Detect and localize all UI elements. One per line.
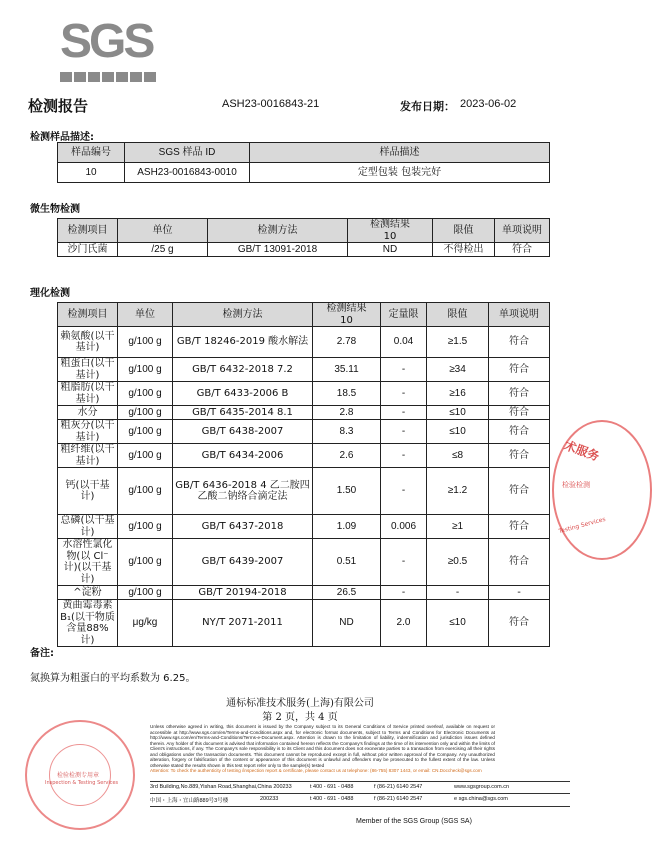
postcode-cn: 200233 (260, 796, 279, 802)
test-item: 赖氨酸(以干基计) (58, 327, 118, 358)
company-seal (25, 720, 135, 830)
test-method: GB/T 6437-2018 (173, 515, 313, 539)
sample-number: 10 (58, 163, 125, 183)
address-en: 3rd Building,No.889,Yishan Road,Shanghai,China 200233 (150, 784, 292, 790)
table-row (58, 539, 550, 586)
legal-disclaimer (150, 724, 495, 774)
test-loq: 2.0 (381, 600, 427, 647)
disclaimer-text: Unless otherwise agreed in writing, this document is issued by the Company subject to its General Conditions of Service printed overleaf, available on request or accessible at http://www.sgs.com/en/Terms-and-Conditions.aspx and, for electronic format documents, subject to Terms and Conditions for Electronic Documents at http://www.sgs.com/en/Terms-and-Conditions/Terms-e-Document.aspx. Attention is drawn to the limitation of liability, indemnification and jurisdiction issues defined therein. Any holder of this document is advised that information contained hereon reflects the Company's findings at the time of its intervention only and within the limits of Client's instructions, if any. The Company's sole responsibility is to its Client and this document does not exonerate parties to a transaction from exercising all their rights and obligations under the transaction documents. This document cannot be reproduced except in full, without prior written approval of the Company. Any unauthorized alteration, forgery or falsification of the content or appearance of this document is unlawful and offenders may be prosecuted to the fullest extent of the law. Unless otherwise stated the results shown in this test report refer only to the sample(s) tested (150, 724, 495, 768)
test-loq: - (381, 539, 427, 586)
test-loq: - (381, 586, 427, 600)
test-unit: /25 g (118, 243, 208, 257)
table-row (58, 600, 550, 647)
sample-section-title: 检测样品描述: (30, 132, 94, 143)
test-result: 2.78 (313, 327, 381, 358)
sample-table-header (58, 143, 550, 163)
result-header-sample: 10 (340, 314, 353, 326)
header-cell: 单项说明 (495, 219, 550, 243)
test-item: 粗脂肪(以干基计) (58, 382, 118, 406)
test-verdict: 符合 (489, 444, 550, 468)
test-loq: - (381, 444, 427, 468)
address-cn: 中国・上海・宜山路889号3号楼 (150, 798, 229, 804)
header-cell: 样品编号 (58, 143, 125, 163)
sample-table (57, 142, 550, 183)
table-row (58, 444, 550, 468)
test-result: 8.3 (313, 420, 381, 444)
test-limit: ≥0.5 (427, 539, 489, 586)
report-number: ASH23-0016843-21 (222, 98, 320, 110)
micro-table-header (58, 219, 550, 243)
table-row (58, 163, 550, 183)
sgs-logo (60, 16, 170, 74)
test-limit: ≥16 (427, 382, 489, 406)
header-cell: 样品描述 (250, 143, 550, 163)
test-verdict: 符合 (489, 420, 550, 444)
header-cell: 单位 (118, 303, 173, 327)
test-result: 35.11 (313, 358, 381, 382)
test-limit: ≥1.5 (427, 327, 489, 358)
test-verdict: 符合 (489, 515, 550, 539)
chem-table-header (58, 303, 550, 327)
test-method: GB/T 6439-2007 (173, 539, 313, 586)
test-method: GB/T 13091-2018 (208, 243, 348, 257)
phone-en: t 400 - 691 - 0488 (310, 784, 354, 790)
micro-section-title: 微生物检测 (30, 204, 80, 215)
test-verdict: 符合 (489, 468, 550, 515)
test-unit: g/100 g (118, 358, 173, 382)
test-verdict: - (489, 586, 550, 600)
test-result: 1.50 (313, 468, 381, 515)
table-row (58, 358, 550, 382)
notes-title: 备注: (30, 648, 54, 659)
result-header-label: 检测结果 (370, 219, 410, 230)
test-method: GB/T 18246-2019 酸水解法 (173, 327, 313, 358)
test-unit: g/100 g (118, 420, 173, 444)
table-row (58, 382, 550, 406)
test-limit: 不得检出 (433, 243, 495, 257)
test-unit: g/100 g (118, 515, 173, 539)
email: e sgs.china@sgs.com (454, 796, 508, 802)
test-item: 粗纤维(以干基计) (58, 444, 118, 468)
table-row (58, 468, 550, 515)
test-unit: μg/kg (118, 600, 173, 647)
test-unit: g/100 g (118, 327, 173, 358)
test-verdict: 符合 (489, 600, 550, 647)
fax-en: f (86-21) 6140 2547 (374, 784, 423, 790)
header-cell: 单项说明 (489, 303, 550, 327)
page-indicator: 第 2 页，共 4 页 (262, 712, 338, 723)
test-limit: - (427, 586, 489, 600)
test-method: GB/T 20194-2018 (173, 586, 313, 600)
test-unit: g/100 g (118, 382, 173, 406)
notes-text: 氮换算为粗蛋白的平均系数为 6.25。 (30, 673, 196, 684)
header-cell: 定量限 (381, 303, 427, 327)
test-result: ND (313, 600, 381, 647)
table-row (58, 420, 550, 444)
side-seal-label-cn: 术服务 (562, 438, 602, 464)
test-result: 18.5 (313, 382, 381, 406)
authenticity-notice: Attention: To check the authenticity of testing /inspection report & certificate, please contact us at telephone: (86-755) 8307 1443, or email: CN.Doccheck@sgs.com (150, 768, 482, 773)
seal-label-cn: 检验检测专用章 (57, 772, 100, 779)
test-verdict: 符合 (489, 382, 550, 406)
table-row (58, 515, 550, 539)
test-method: GB/T 6434-2006 (173, 444, 313, 468)
sgs-group-member: Member of the SGS Group (SGS SA) (356, 818, 472, 825)
test-method: GB/T 6432-2018 7.2 (173, 358, 313, 382)
test-loq: - (381, 420, 427, 444)
result-header-sample: 10 (383, 230, 397, 242)
test-item: 水溶性氯化物(以 Cl⁻计)(以干基计) (58, 539, 118, 586)
test-verdict: 符合 (489, 327, 550, 358)
header-cell: 检测方法 (208, 219, 348, 243)
test-item: 沙门氏菌 (58, 243, 118, 257)
seal-label-en: Inspection & Testing Services (45, 780, 119, 786)
test-limit: ≥34 (427, 358, 489, 382)
logo-stripes (60, 72, 156, 82)
issue-date-label: 发布日期： (400, 100, 455, 113)
test-unit: g/100 g (118, 444, 173, 468)
side-seal-label-cn2: 检验检测 (562, 481, 590, 489)
test-limit: ≥1 (427, 515, 489, 539)
test-loq: - (381, 382, 427, 406)
header-cell: SGS 样品 ID (125, 143, 250, 163)
test-loq: - (381, 358, 427, 382)
test-limit: ≤10 (427, 406, 489, 420)
test-loq: 0.006 (381, 515, 427, 539)
sample-id: ASH23-0016843-0010 (125, 163, 250, 183)
test-item: 黄曲霉毒素B₁(以干物质含量88%计) (58, 600, 118, 647)
footer-divider (150, 781, 570, 782)
test-method: GB/T 6433-2006 B (173, 382, 313, 406)
contact-row-cn (150, 796, 570, 804)
test-unit: g/100 g (118, 468, 173, 515)
phone-cn: t 400 - 691 - 0488 (310, 796, 354, 802)
table-row (58, 586, 550, 600)
test-result: ND (348, 243, 433, 257)
test-unit: g/100 g (118, 539, 173, 586)
fax-cn: f (86-21) 6140 2547 (374, 796, 423, 802)
test-unit: g/100 g (118, 406, 173, 420)
side-seal (552, 420, 652, 560)
chem-section-title: 理化检测 (30, 288, 70, 299)
test-limit: ≤10 (427, 600, 489, 647)
test-item: ^淀粉 (58, 586, 118, 600)
header-cell: 限值 (433, 219, 495, 243)
test-limit: ≤10 (427, 420, 489, 444)
sample-description: 定型包装 包装完好 (250, 163, 550, 183)
contact-row-en (150, 784, 570, 792)
test-unit: g/100 g (118, 586, 173, 600)
report-title: 检测报告 (28, 97, 89, 115)
header-cell: 检测项目 (58, 303, 118, 327)
sgs-logo-text: SGS (60, 15, 153, 68)
test-item: 钙(以干基计) (58, 468, 118, 515)
test-loq: 0.04 (381, 327, 427, 358)
test-result: 26.5 (313, 586, 381, 600)
test-limit: ≤8 (427, 444, 489, 468)
test-verdict: 符合 (489, 406, 550, 420)
header-cell: 限值 (427, 303, 489, 327)
result-header-label: 检测结果 (326, 303, 367, 314)
header-cell: 检测方法 (173, 303, 313, 327)
test-loq: - (381, 406, 427, 420)
test-verdict: 符合 (489, 539, 550, 586)
issue-date: 2023-06-02 (460, 98, 517, 110)
test-result: 2.6 (313, 444, 381, 468)
test-result: 0.51 (313, 539, 381, 586)
footer-company: 通标标准技术服务(上海)有限公司 (226, 698, 374, 709)
footer-divider (150, 806, 570, 807)
test-method: GB/T 6436-2018 4 乙二胺四乙酸二钠络合滴定法 (173, 468, 313, 515)
test-result: 2.8 (313, 406, 381, 420)
table-row (58, 406, 550, 420)
test-method: GB/T 6438-2007 (173, 420, 313, 444)
header-cell: 检测项目 (58, 219, 118, 243)
test-loq: - (381, 468, 427, 515)
test-verdict: 符合 (495, 243, 550, 257)
test-item: 粗蛋白(以干基计) (58, 358, 118, 382)
website: www.sgsgroup.com.cn (454, 784, 510, 790)
test-result: 1.09 (313, 515, 381, 539)
chem-table (57, 302, 550, 647)
footer-divider (150, 793, 570, 794)
table-row (58, 327, 550, 358)
result-header-cell (313, 303, 381, 327)
micro-table (57, 218, 550, 257)
result-header-cell (348, 219, 433, 243)
table-row (58, 243, 550, 257)
side-seal-label-en: Testing Services (557, 515, 607, 536)
header-cell: 单位 (118, 219, 208, 243)
test-method: GB/T 6435-2014 8.1 (173, 406, 313, 420)
test-verdict: 符合 (489, 358, 550, 382)
test-item: 粗灰分(以干基计) (58, 420, 118, 444)
test-item: 总磷(以干基计) (58, 515, 118, 539)
test-limit: ≥1.2 (427, 468, 489, 515)
test-item: 水分 (58, 406, 118, 420)
test-method: NY/T 2071-2011 (173, 600, 313, 647)
